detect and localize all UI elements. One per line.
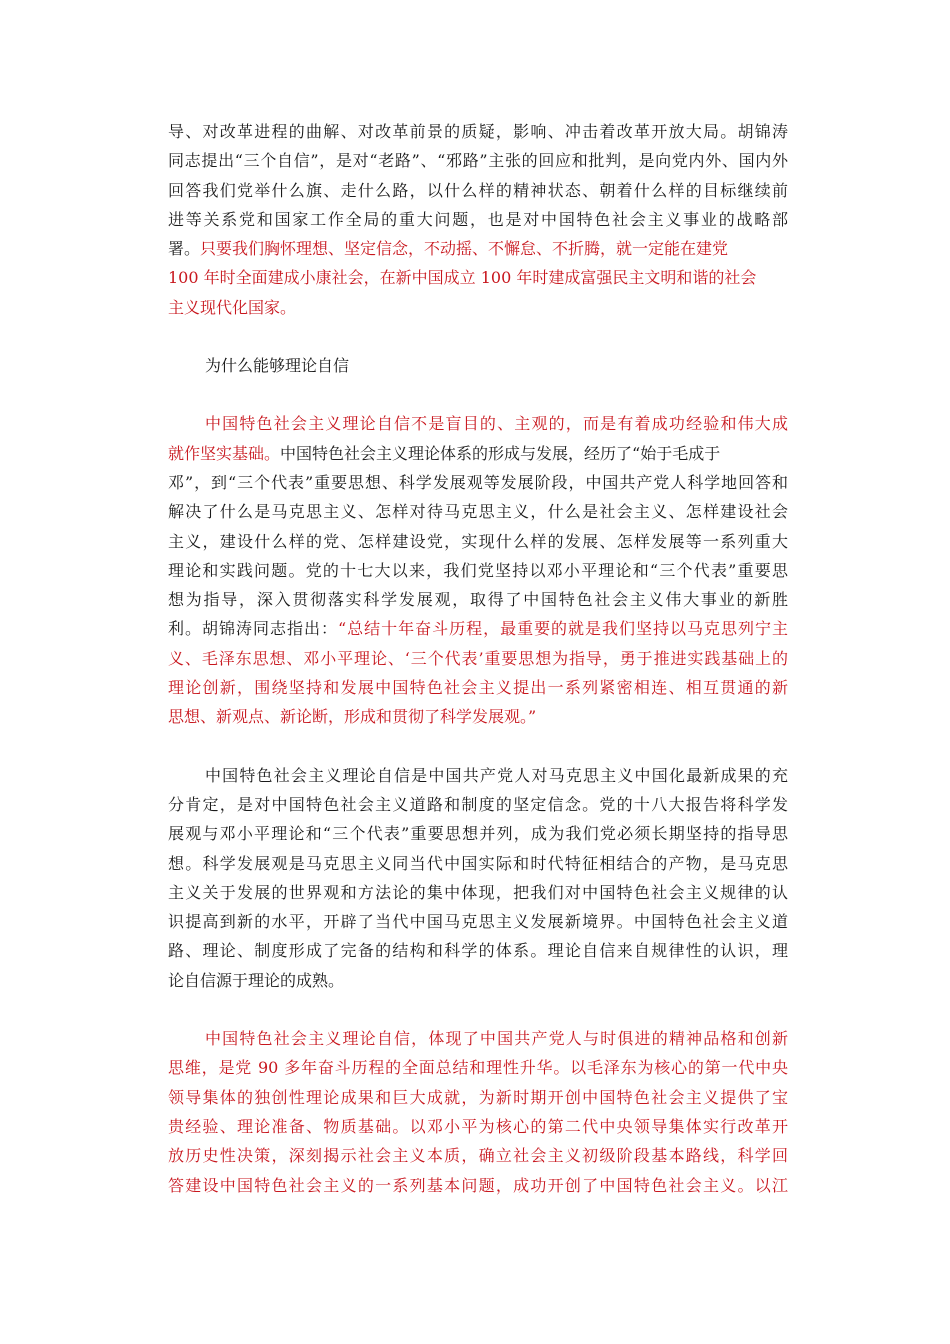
body-text: 想为指导，深入贯彻落实科学发展观，取得了中国特色社会主义伟大事业的新胜 (168, 590, 788, 610)
text-line (168, 849, 788, 878)
text-line (168, 234, 788, 263)
text-line (168, 468, 788, 497)
paragraph-gap (168, 995, 788, 1024)
text-line (168, 1024, 788, 1053)
highlighted-text: “总结十年奋斗历程，最重要的就是我们坚持以马克思列宁主 (337, 619, 788, 639)
paragraph-p4 (168, 1024, 788, 1200)
body-text: 解决了什么是马克思主义、怎样对待马克思主义，什么是社会主义、怎样建设社会 (168, 502, 788, 522)
text-line (168, 644, 788, 673)
text-line (168, 819, 788, 848)
text-line (168, 936, 788, 965)
paragraph-gap (168, 380, 788, 409)
text-line (168, 176, 788, 205)
body-text: 署。 (168, 239, 201, 259)
highlighted-text: 中国特色社会主义理论自信，体现了中国共产党人与时俱进的精神品格和创新 (205, 1029, 788, 1049)
body-text: 路、理论、制度形成了完备的结构和科学的体系。理论自信来自规律性的认识，理 (168, 941, 788, 961)
text-line (168, 585, 788, 614)
text-line (168, 497, 788, 526)
text-line (168, 1141, 788, 1170)
body-text: 中国特色社会主义理论自信是中国共产党人对马克思主义中国化最新成果的充 (205, 765, 788, 785)
section-heading (168, 351, 788, 380)
text-line (168, 790, 788, 819)
highlighted-text: 思想、新观点、新论断，形成和贯彻了科学发展观。” (168, 707, 537, 727)
highlighted-text: 思维，是党 90 多年奋斗历程的全面总结和理性升华。以毛泽东为核心的第一代中央 (168, 1058, 788, 1078)
paragraph-gap (168, 322, 788, 351)
body-text: 邓”，到“三个代表”重要思想、科学发展观等发展阶段，中国共产党人科学地回答和 (168, 472, 788, 492)
highlighted-text: 只要我们胸怀理想、坚定信念，不动摇、不懈怠、不折腾，就一定能在建党 (200, 239, 729, 259)
body-text: 理论和实践问题。党的十七大以来，我们党坚持以邓小平理论和“三个代表”重要思 (168, 560, 788, 580)
text-line (168, 907, 788, 936)
document-page (168, 117, 788, 1200)
highlighted-text: 贵经验、理论准备、物质基础。以邓小平为核心的第二代中央领导集体实行改革开 (168, 1116, 788, 1136)
text-line (168, 263, 788, 292)
text-line (168, 614, 788, 643)
body-text: 论自信源于理论的成熟。 (168, 970, 345, 990)
body-text: 为什么能够理论自信 (205, 356, 350, 376)
body-text: 主义关于发展的世界观和方法论的集中体现，把我们对中国特色社会主义规律的认 (168, 882, 788, 902)
highlighted-text: 答建设中国特色社会主义的一系列基本问题，成功开创了中国特色社会主义。以江 (168, 1175, 788, 1195)
highlighted-text: 中国特色社会主义理论自信不是盲目的、主观的，而是有着成功经验和伟大成 (205, 414, 788, 434)
highlighted-text: 理论创新，围绕坚持和发展中国特色社会主义提出一系列紧密相连、相互贯通的新 (168, 678, 788, 698)
text-line (168, 117, 788, 146)
paragraph-p1 (168, 117, 788, 322)
text-line (168, 878, 788, 907)
text-line (168, 293, 788, 322)
text-line (168, 1171, 788, 1200)
text-line (168, 673, 788, 702)
text-line (168, 439, 788, 468)
highlighted-text: 就作坚实基础。 (168, 443, 281, 463)
text-line (168, 556, 788, 585)
text-line (168, 527, 788, 556)
highlighted-text: 100 年时全面建成小康社会，在新中国成立 100 年时建成富强民主文明和谐的社会 (168, 268, 757, 288)
body-text: 识提高到新的水平，开辟了当代中国马克思主义发展新境界。中国特色社会主义道 (168, 912, 788, 932)
body-text: 想。科学发展观是马克思主义同当代中国实际和时代特征相结合的产物，是马克思 (168, 853, 788, 873)
body-text: 回答我们党举什么旗、走什么路，以什么样的精神状态、朝着什么样的目标继续前 (168, 180, 788, 200)
paragraph-gap (168, 732, 788, 761)
text-line (168, 146, 788, 175)
body-text: 展观与邓小平理论和“三个代表”重要思想并列，成为我们党必须长期坚持的指导思 (168, 824, 788, 844)
text-line (168, 761, 788, 790)
text-line (168, 702, 788, 731)
body-text: 主义，建设什么样的党、怎样建设党，实现什么样的发展、怎样发展等一系列重大 (168, 531, 788, 551)
body-text: 导、对改革进程的曲解、对改革前景的质疑，影响、冲击着改革开放大局。胡锦涛 (168, 122, 788, 141)
text-line (168, 1112, 788, 1141)
text-line (168, 351, 788, 380)
highlighted-text: 放历史性决策，深刻揭示社会主义本质，确立社会主义初级阶段基本路线，科学回 (168, 1146, 788, 1166)
body-text: 中国特色社会主义理论体系的形成与发展，经历了“始于毛成于 (280, 443, 721, 463)
body-text: 利。胡锦涛同志指出： (168, 619, 338, 639)
highlighted-text: 义、毛泽东思想、邓小平理论、‘三个代表’重要思想为指导，勇于推进实践基础上的 (168, 648, 788, 668)
body-text: 进等关系党和国家工作全局的重大问题，也是对中国特色社会主义事业的战略部 (168, 209, 788, 229)
text-line (168, 1083, 788, 1112)
text-line (168, 205, 788, 234)
text-line (168, 409, 788, 438)
paragraph-p3 (168, 761, 788, 995)
highlighted-text: 领导集体的独创性理论成果和巨大成就，为新时期开创中国特色社会主义提供了宝 (168, 1087, 788, 1107)
body-text: 同志提出“三个自信”，是对“老路”、“邪路”主张的回应和批判，是向党内外、国内外 (168, 151, 788, 171)
body-text: 分肯定，是对中国特色社会主义道路和制度的坚定信念。党的十八大报告将科学发 (168, 794, 788, 814)
text-line (168, 1053, 788, 1082)
highlighted-text: 主义现代化国家。 (168, 297, 297, 317)
paragraph-p2 (168, 409, 788, 731)
text-line (168, 966, 788, 995)
